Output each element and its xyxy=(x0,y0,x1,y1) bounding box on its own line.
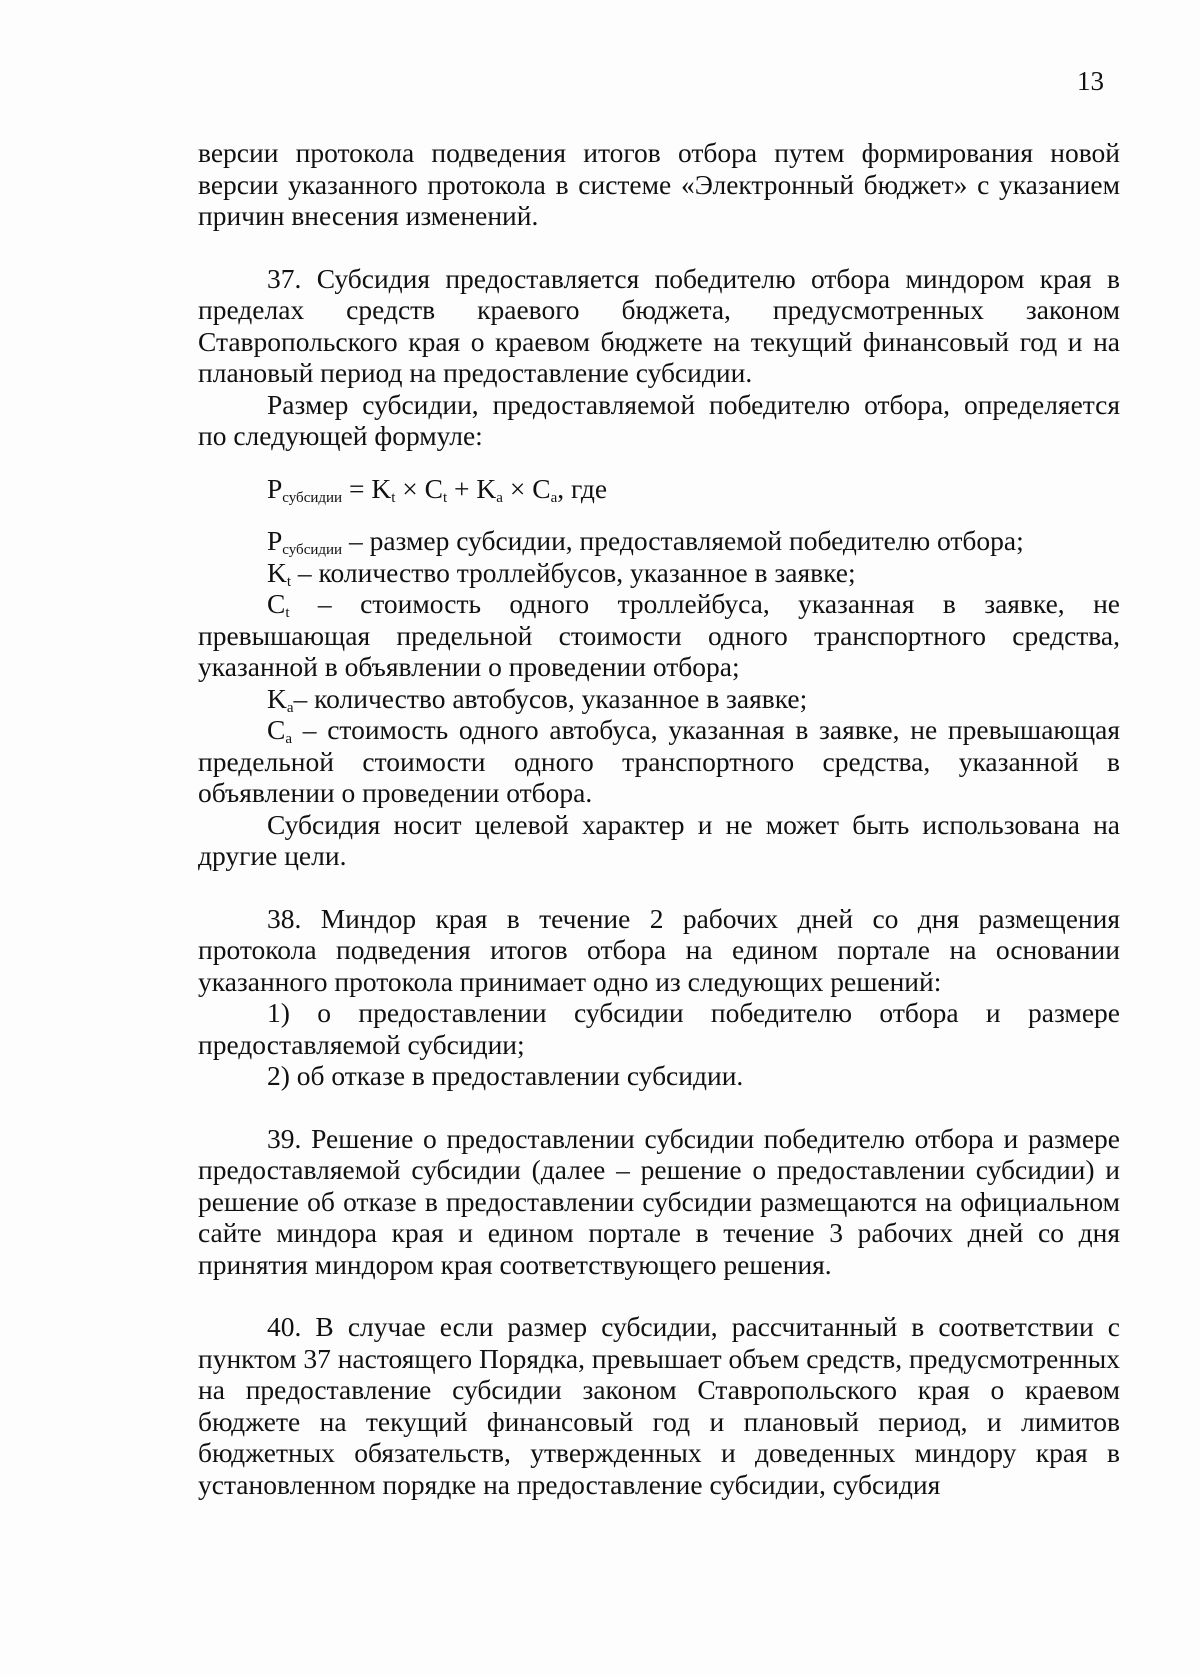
paragraph-gap xyxy=(198,1280,1120,1311)
paragraph-gap xyxy=(198,872,1120,903)
definition-symbol: P xyxy=(267,525,283,556)
subsidy-formula xyxy=(267,473,1120,505)
formula-equals: = xyxy=(342,472,372,504)
subsidy-purpose-paragraph: Субсидия носит целевой характер и не может быть использована на другие цели. xyxy=(198,808,1120,871)
definition-ka xyxy=(198,683,1120,715)
formula-plus: + xyxy=(447,472,477,504)
formula-times: × xyxy=(395,472,425,504)
definition-subscript: t xyxy=(286,573,292,590)
definition-ct xyxy=(198,588,1120,683)
formula-t-subscript: t xyxy=(442,489,448,506)
formula-p-subscript: субсидии xyxy=(282,489,343,506)
page-number: 13 xyxy=(1077,66,1104,96)
section-39-paragraph: 39. Решение о предоставлении субсидии победителю отбора и размере предоставляемой субсидии (далее – решение о предоставлении субсидии) и решение об отказе в предоставлении субсидии размещаются на официальном сайте миндора края и едином портале в течение 3 рабочих дней со дня принятия миндором края соответствующего решения. xyxy=(198,1122,1120,1280)
section-38-paragraph: 38. Миндор края в течение 2 рабочих дней со дня размещения протокола подведения итогов отбора на едином портале на основании указанного протокола принимает одно из следующих решений: xyxy=(198,902,1120,997)
formula-k-symbol: K xyxy=(371,472,392,504)
definition-text: – стоимость одного автобуса, указанная в заявке, не превышающая предельной стоимости одного транспортного средства, указанной в объявлении о проведении отбора. xyxy=(198,714,1120,808)
section-37-paragraph: 37. Субсидия предоставляется победителю отбора миндором края в пределах средств краевого бюджета, предусмотренных законом Ставропольского края о краевом бюджете на текущий финансовый год и на плановый период на предоставление субсидии. xyxy=(198,262,1120,388)
formula-t-subscript: t xyxy=(391,489,396,506)
formula-a-subscript: a xyxy=(496,489,503,506)
formula-a-subscript: a xyxy=(550,489,558,506)
definition-symbol: C xyxy=(267,714,286,745)
definition-subscript: a xyxy=(286,699,294,716)
definition-symbol: K xyxy=(267,682,287,714)
formula-intro-paragraph: Размер субсидии, предоставляемой победителю отбора, определяется по следующей формуле: xyxy=(198,388,1120,451)
formula-times: × xyxy=(502,472,533,504)
section-40-paragraph: 40. В случае если размер субсидии, рассчитанный в соответствии с пунктом 37 настоящего Порядка, превышает объем средств, предусмотренных на предоставление субсидии законом Ставропольского края о краевом бюджете на текущий финансовый год и плановый период, и лимитов бюджетных обязательств, утвержденных и доведенных миндору края в установленном порядке на предоставление субсидии, субсидия xyxy=(198,1311,1121,1500)
definition-ca xyxy=(198,714,1120,809)
paragraph-gap xyxy=(198,1092,1120,1123)
formula-tail: , где xyxy=(557,472,608,504)
definition-p-subsidy xyxy=(198,525,1120,557)
formula-k-symbol: K xyxy=(476,472,497,504)
definition-text: – количество троллейбусов, указанное в заявке; xyxy=(291,556,856,588)
definition-kt xyxy=(198,557,1120,589)
document-body xyxy=(198,137,1120,1500)
definition-symbol: C xyxy=(267,588,286,619)
section-38-item-2: 2) об отказе в предоставлении субсидии. xyxy=(267,1060,744,1091)
definition-subscript: t xyxy=(285,605,290,621)
intro-paragraph: версии протокола подведения итогов отбора путем формирования новой версии указанного протокола в системе «Электронный бюджет» с указанием причин внесения изменений. xyxy=(198,137,1120,231)
definition-text: – размер субсидии, предоставляемой победителю отбора; xyxy=(342,525,1024,556)
formula-c-symbol: C xyxy=(532,472,551,504)
paragraph-gap xyxy=(198,232,1120,263)
definition-subscript: субсидии xyxy=(282,542,343,558)
formula-p-symbol: P xyxy=(267,472,283,504)
definition-symbol: K xyxy=(267,556,287,588)
definition-text: – количество автобусов, указанное в заявке; xyxy=(293,682,808,714)
definition-subscript: a xyxy=(285,731,293,747)
definition-text: – стоимость одного троллейбуса, указанная в заявке, не превышающая предельной стоимости одного транспортного средства, указанной в объявлении о проведении отбора; xyxy=(198,588,1120,682)
section-38-item-1: 1) о предоставлении субсидии победителю отбора и размере предоставляемой субсидии; xyxy=(198,997,1120,1060)
formula-c-symbol: C xyxy=(424,472,443,504)
